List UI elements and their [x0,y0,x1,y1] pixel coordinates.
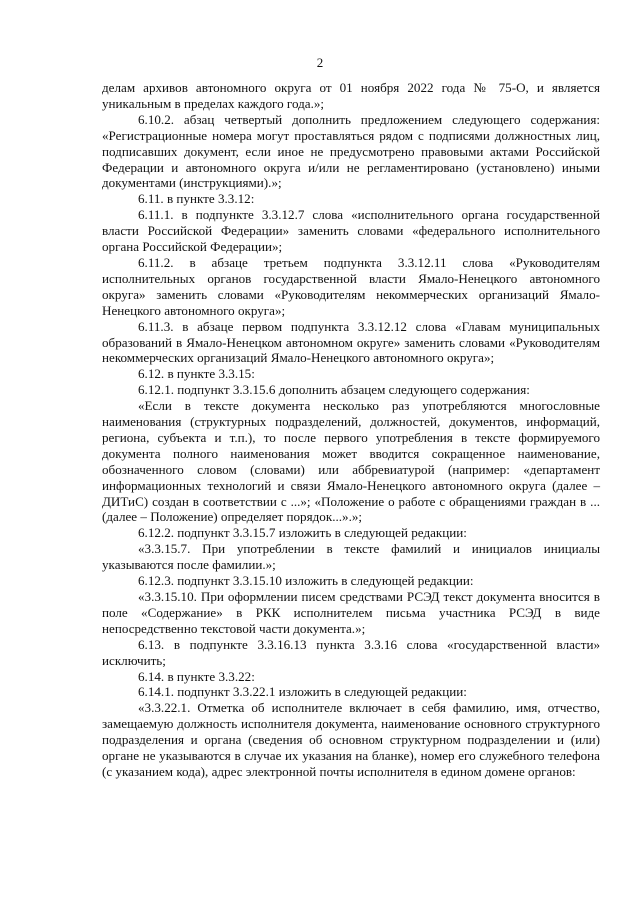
paragraph: 6.14.1. подпункт 3.3.22.1 изложить в следующей редакции: [138,684,467,700]
paragraph: 6.13. в подпункте 3.3.16.13 пункта 3.3.16 слова «государственной власти» исключить; [102,636,600,668]
paragraph: 6.12.1. подпункт 3.3.15.6 дополнить абзацем следующего содержания: [138,382,530,398]
paragraph: делам архивов автономного округа от 01 ноября 2022 года № 75-О, и является уникальным в пределах каждого года.»; [102,80,600,111]
paragraph: «3.3.22.1. Отметка об исполнителе включает в себя фамилию, имя, отчество, замещаемую должность исполнителя документа, наименование основного структурного подразделения и органа (сведения об основном структурном подразделении и (или) органе не указываются в случае их указания на бланке), номер его служебного телефона (с указанием кода), адрес электронной почты исполнителя в едином домене органов: [102,700,600,779]
paragraph: «3.3.15.7. При употреблении в тексте фамилий и инициалов инициалы указываются после фамилии.»; [102,541,600,573]
document-body [102,80,600,780]
paragraph: 6.12.2. подпункт 3.3.15.7 изложить в следующей редакции: [138,525,467,541]
paragraph: 6.11. в пункте 3.3.12: [138,191,255,207]
paragraph: 6.11.3. в абзаце первом подпункта 3.3.12.12 слова «Главам муниципальных образований в Ямало-Ненецком автономном округе» заменить словами «Руководителям некоммерческих организаций Ямало-Ненецкого автономного округа»; [102,318,600,366]
page-number: 2 [316,55,324,70]
paragraph: 6.12. в пункте 3.3.15: [138,366,255,382]
paragraph: 6.11.2. в абзаце третьем подпункта 3.3.12.11 слова «Руководителям исполнительных органов государственной власти Ямало-Ненецкого автономного округа» заменить словами «Руководителям некоммерческих организаций Ямало-Ненецкого автономного округа»; [102,254,600,318]
paragraph: 6.10.2. абзац четвертый дополнить предложением следующего содержания: «Регистрационные номера могут проставляться рядом с подписями должностных лиц, подписавших документ, если иное не предусмотрено правовыми актами Российской Федерации и автономного округа и/или не регламентировано (установлено) иными документами (инструкциями).»; [102,111,600,191]
paragraph: 6.14. в пункте 3.3.22: [138,668,255,684]
paragraph: 6.12.3. подпункт 3.3.15.10 изложить в следующей редакции: [138,573,474,589]
paragraph: 6.11.1. в подпункте 3.3.12.7 слова «исполнительного органа государственной власти Российской Федерации» заменить словами «федерального исполнительного органа Российской Федерации»; [102,207,600,255]
paragraph: «Если в тексте документа несколько раз употребляются многословные наименования (структурных подразделений, должностей, документов, информаций, региона, субъекта и т.п.), то после первого употребления в тексте формируемого документа полного наименования может вводится сокращенное наименование, обозначенного словом (словами) или аббревиатурой (например: «департамент информационных технологий и связи Ямало-Ненецкого автономного округа (далее – ДИТиС) создан в соответствии с ...»; «Положение о работе с обращениями граждан в ... (далее – Положение) определяет порядок...».»; [102,398,600,525]
paragraph: «3.3.15.10. При оформлении писем средствами РСЭД текст документа вносится в поле «Содержание» в РКК исполнителем письма участника РСЭД в виде непосредственно текстовой части документа.»; [102,589,600,636]
